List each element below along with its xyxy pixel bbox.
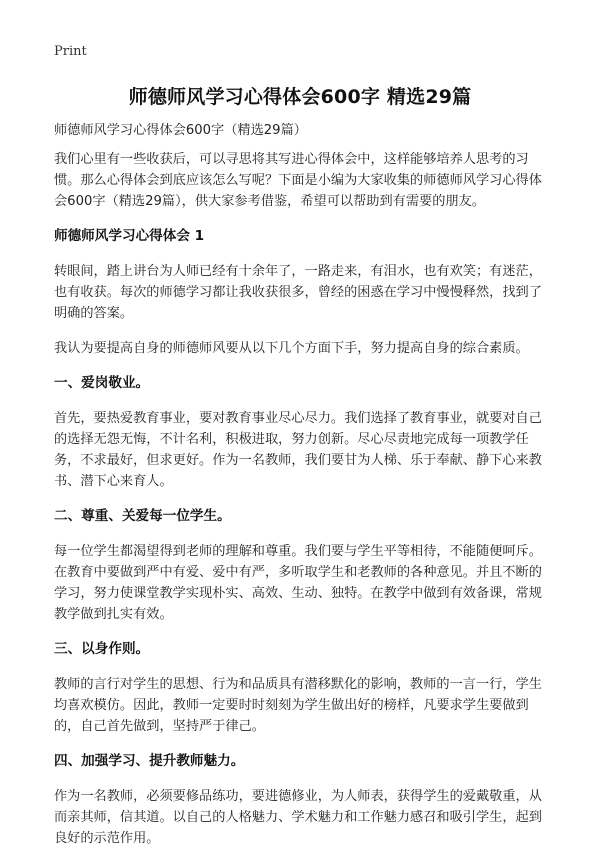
paragraph-strengthen-learning: 作为一名教师，必须要修品练功，要进德修业，为人师表，获得学生的爱戴敬重，从而亲其师，信其道。以自己的人格魅力、学术魅力和工作魅力感召和吸引学生，起到良好的示范作用。 bbox=[54, 789, 542, 846]
heading-strengthen-learning: 四、加强学习、提升教师魅力。 bbox=[54, 753, 245, 769]
article-body bbox=[54, 120, 550, 863]
print-link[interactable]: Print bbox=[54, 44, 87, 59]
paragraph-approach: 我认为要提高自身的师德师风要从以下几个方面下手，努力提高自身的综合素质。 bbox=[54, 341, 529, 356]
intro-paragraph: 我们心里有一些收获后，可以寻思将其写进心得体会中，这样能够培养人思考的习惯。那么心得体会到底应该怎么写呢？下面是小编为大家收集的师德师风学习心得体会600字（精选29篇），供大家参考借鉴，希望可以帮助到有需要的朋友。 bbox=[54, 152, 542, 209]
heading-respect-students: 二、尊重、关爱每一位学生。 bbox=[54, 508, 231, 524]
paragraph-respect-students: 每一位学生都渴望得到老师的理解和尊重。我们要与学生平等相待，不能随便呵斥。在教育中要做到严中有爱、爱中有严，多听取学生和老教师的各种意见。并且不断的学习，努力使课堂教学实现朴实、高效、生动、独特。在教学中做到有效备课，常规教学做到扎实有效。 bbox=[54, 544, 542, 622]
article-subtitle: 师德师风学习心得体会600字（精选29篇） bbox=[54, 123, 307, 138]
paragraph-dedication: 首先，要热爱教育事业，要对教育事业尽心尽力。我们选择了教育事业，就要对自己的选择无怨无悔，不计名利，积极进取，努力创新。尽心尽责地完成每一项教学任务，不求最好，但求更好。作为一名教师，我们要甘为人梯、乐于奉献、静下心来教书、潜下心来育人。 bbox=[54, 411, 542, 489]
paragraph-opening: 转眼间，踏上讲台为人师已经有十余年了，一路走来，有泪水，也有欢笑；有迷茫，也有收获。每次的师德学习都让我收获很多，曾经的困惑在学习中慢慢释然，找到了明确的答案。 bbox=[54, 264, 542, 321]
heading-dedication: 一、爱岗敬业。 bbox=[54, 375, 150, 391]
page-title: 师德师风学习心得体会600字 精选29篇 bbox=[128, 86, 472, 108]
heading-lead-by-example: 三、以身作则。 bbox=[54, 641, 150, 657]
paragraph-lead-by-example: 教师的言行对学生的思想、行为和品质具有潜移默化的影响，教师的一言一行，学生均喜欢模仿。因此，教师一定要时时刻刻为学生做出好的榜样，凡要求学生要做到的，自己首先做到，坚持严于律己。 bbox=[54, 677, 542, 734]
section-heading: 师德师风学习心得体会 1 bbox=[54, 228, 205, 244]
